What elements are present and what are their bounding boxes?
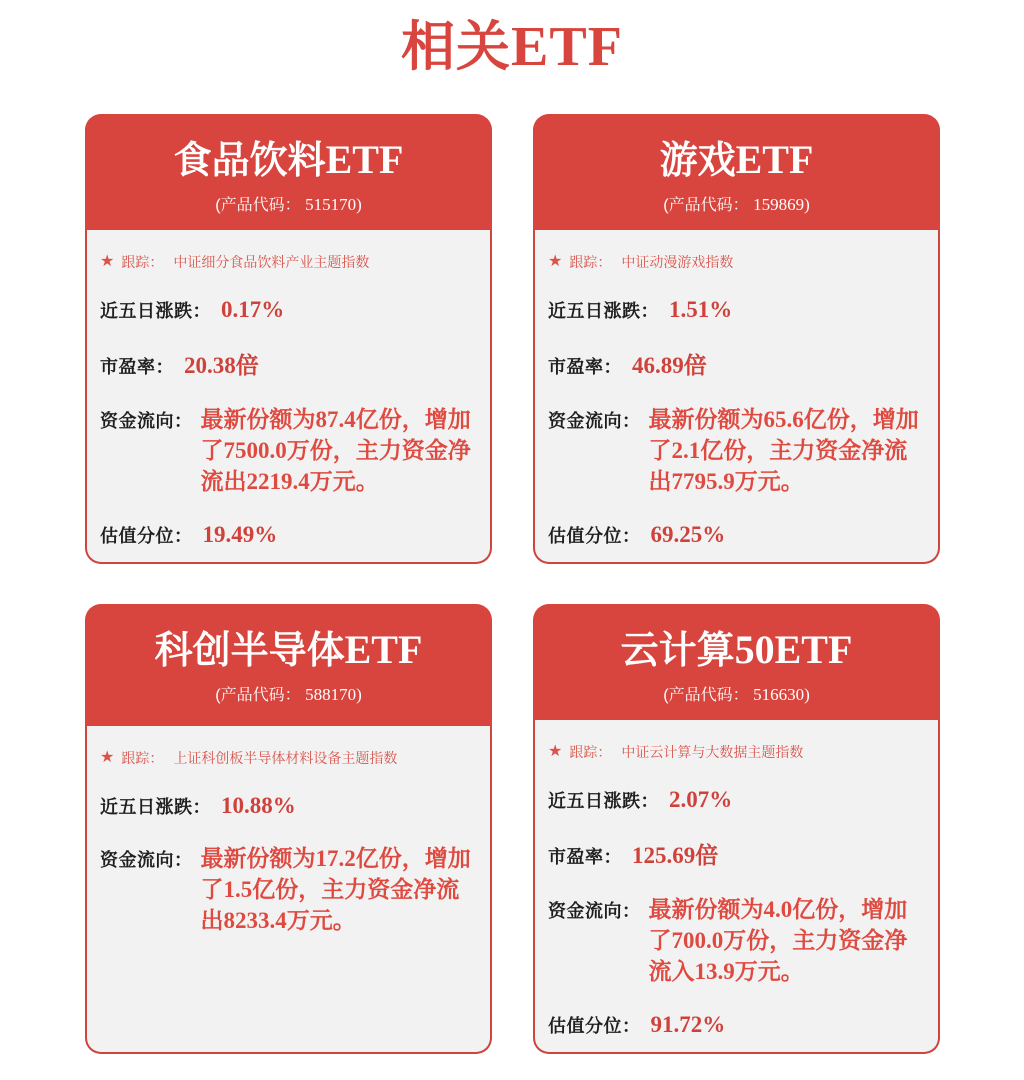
metric-label: 资金流向： xyxy=(548,411,641,431)
product-code-label: (产品代码： xyxy=(663,687,749,704)
metric-value: 46.89倍 xyxy=(632,352,707,378)
etf-card-game xyxy=(533,114,940,564)
metric-value: 0.17% xyxy=(221,297,285,322)
tracking-index: 中证动漫游戏指数 xyxy=(621,254,734,270)
metric-row-pe xyxy=(100,347,476,380)
etf-title-en: ETF xyxy=(344,627,423,672)
etf-title xyxy=(85,628,492,673)
card-body xyxy=(85,726,492,1054)
card-body xyxy=(533,230,940,564)
star-icon: ★ xyxy=(100,253,115,270)
metric-label: 市盈率： xyxy=(100,357,174,377)
metric-value: 最新份额为65.6亿份，增加了2.1亿份，主力资金净流出7795.9万元。 xyxy=(648,406,919,494)
etf-card-semiconductor xyxy=(85,604,492,1054)
metric-label: 近五日涨跌： xyxy=(100,797,211,817)
etf-title-zh: 云计算 xyxy=(620,630,735,672)
metric-row-pe xyxy=(548,837,924,870)
metric-row-change xyxy=(100,792,476,819)
etf-title xyxy=(533,628,940,673)
star-icon: ★ xyxy=(548,253,563,270)
metric-value: 19.49% xyxy=(202,522,278,547)
tracking-line xyxy=(100,748,476,768)
product-code xyxy=(85,682,492,705)
metric-row-change xyxy=(548,296,924,323)
etf-title xyxy=(533,138,940,183)
tracking-label: 跟踪： xyxy=(121,254,164,270)
card-header xyxy=(85,114,492,230)
metric-value: 最新份额为17.2亿份，增加了1.5亿份，主力资金净流出8233.4万元。 xyxy=(200,845,471,933)
tracking-index: 中证云计算与大数据主题指数 xyxy=(621,744,804,760)
page-title-zh: 相关 xyxy=(401,17,512,77)
card-header xyxy=(533,114,940,230)
metric-value: 2.07% xyxy=(669,787,733,812)
product-code xyxy=(85,192,492,215)
card-header xyxy=(533,604,940,720)
product-code-value: 515170) xyxy=(305,195,362,214)
metric-value: 125.69倍 xyxy=(632,842,719,868)
tracking-line xyxy=(100,252,476,272)
page-title xyxy=(0,0,1024,78)
tracking-label: 跟踪： xyxy=(121,750,164,766)
etf-title-zh: 游戏 xyxy=(659,140,736,182)
etf-title-en: ETF xyxy=(735,137,814,182)
etf-title xyxy=(85,138,492,183)
metric-row-valuation xyxy=(548,1011,924,1038)
metric-value: 最新份额为4.0亿份，增加了700.0万份，主力资金净流入13.9万元。 xyxy=(648,896,908,984)
metric-row-valuation xyxy=(548,521,924,548)
page-title-en: ETF xyxy=(511,16,623,78)
product-code-label: (产品代码： xyxy=(215,197,301,214)
tracking-label: 跟踪： xyxy=(569,744,612,760)
product-code-label: (产品代码： xyxy=(663,197,749,214)
metric-label: 估值分位： xyxy=(548,526,641,546)
metric-row-change xyxy=(548,786,924,813)
metric-value: 1.51% xyxy=(669,297,733,322)
etf-card-food-beverage xyxy=(85,114,492,564)
tracking-label: 跟踪： xyxy=(569,254,612,270)
star-icon: ★ xyxy=(100,749,115,766)
metric-value: 最新份额为87.4亿份，增加了7500.0万份，主力资金净流出2219.4万元。 xyxy=(200,406,471,494)
metric-row-fund-flow xyxy=(100,843,476,936)
metric-label: 近五日涨跌： xyxy=(548,301,659,321)
metric-value: 69.25% xyxy=(650,522,726,547)
product-code xyxy=(533,192,940,215)
metric-value: 10.88% xyxy=(221,793,296,818)
metric-row-fund-flow xyxy=(100,404,476,497)
product-code-label: (产品代码： xyxy=(215,687,301,704)
etf-title-zh: 食品饮料 xyxy=(173,140,326,182)
etf-cards-grid xyxy=(0,78,1024,1074)
metric-row-fund-flow xyxy=(548,404,924,497)
product-code xyxy=(533,682,940,705)
product-code-value: 159869) xyxy=(753,195,810,214)
tracking-line xyxy=(548,742,924,762)
card-header xyxy=(85,604,492,726)
product-code-value: 516630) xyxy=(753,685,810,704)
metric-row-change xyxy=(100,296,476,323)
metric-value: 91.72% xyxy=(650,1012,726,1037)
tracking-line xyxy=(548,252,924,272)
tracking-index: 上证科创板半导体材料设备主题指数 xyxy=(173,750,398,766)
metric-label: 估值分位： xyxy=(100,526,193,546)
metric-row-valuation xyxy=(100,521,476,548)
metric-value: 20.38倍 xyxy=(184,352,259,378)
star-icon: ★ xyxy=(548,743,563,760)
metric-row-pe xyxy=(548,347,924,380)
metric-label: 市盈率： xyxy=(548,357,622,377)
etf-title-zh: 科创半导体 xyxy=(154,630,345,672)
metric-label: 资金流向： xyxy=(100,411,193,431)
metric-label: 资金流向： xyxy=(100,850,193,870)
tracking-index: 中证细分食品饮料产业主题指数 xyxy=(173,254,370,270)
metric-label: 估值分位： xyxy=(548,1016,641,1036)
card-body xyxy=(533,720,940,1054)
metric-label: 近五日涨跌： xyxy=(548,791,659,811)
etf-title-en: 50ETF xyxy=(734,627,853,672)
product-code-value: 588170) xyxy=(305,685,362,704)
etf-title-en: ETF xyxy=(325,137,404,182)
metric-row-fund-flow xyxy=(548,894,924,987)
metric-label: 市盈率： xyxy=(548,847,622,867)
card-body xyxy=(85,230,492,564)
metric-label: 近五日涨跌： xyxy=(100,301,211,321)
metric-label: 资金流向： xyxy=(548,901,641,921)
etf-card-cloud-computing xyxy=(533,604,940,1054)
